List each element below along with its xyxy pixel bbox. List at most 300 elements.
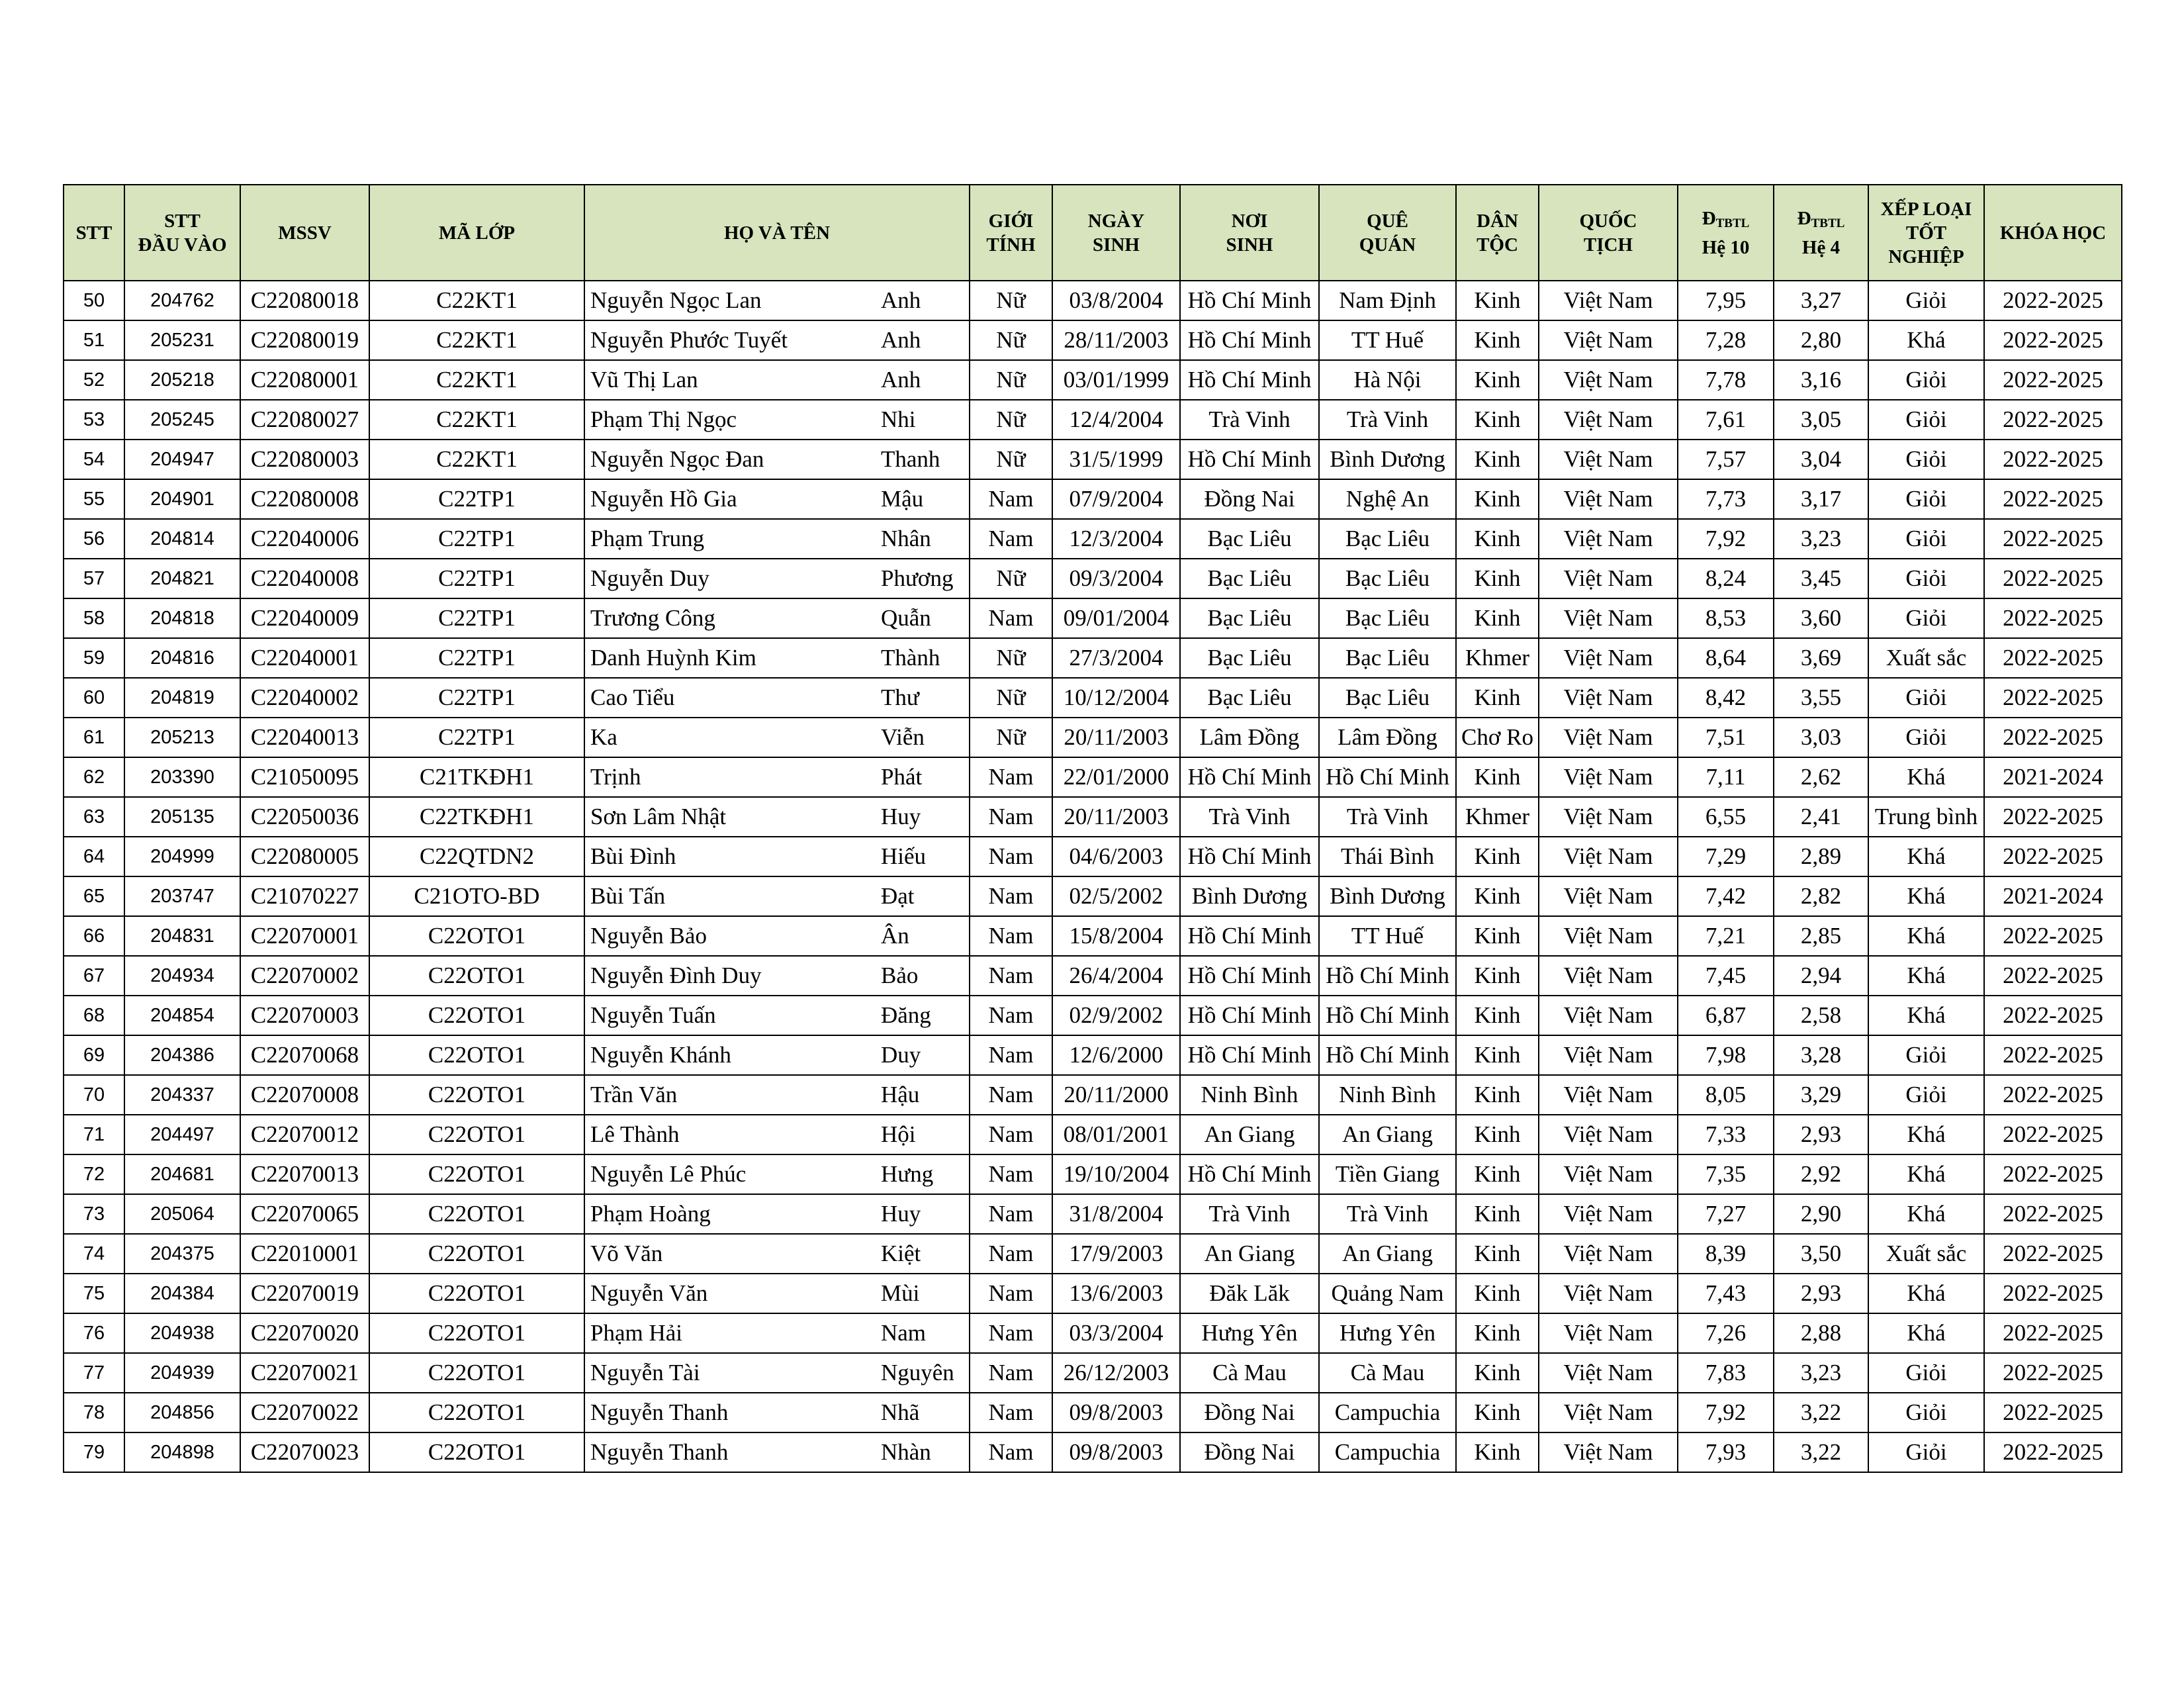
- cell-xep-loai: Khá: [1868, 837, 1984, 876]
- cell-gioi-tinh: Nữ: [970, 678, 1052, 718]
- header-ngay-sinh-line2: SINH: [1093, 234, 1140, 256]
- cell-gioi-tinh: Nam: [970, 1075, 1052, 1115]
- header-xep-loai-line1: XẾP LOẠI: [1880, 198, 1972, 220]
- cell-stt: 75: [64, 1274, 124, 1313]
- cell-diem-he4: 2,80: [1774, 320, 1868, 360]
- cell-quoc-tich: Việt Nam: [1539, 916, 1678, 956]
- header-diem-he10-sub: TBTL: [1715, 216, 1750, 230]
- cell-mssv: C22080027: [240, 400, 369, 440]
- cell-ngay-sinh: 12/4/2004: [1052, 400, 1180, 440]
- cell-ten: Mậu: [876, 479, 970, 519]
- cell-gioi-tinh: Nam: [970, 757, 1052, 797]
- cell-stt-dau-vao: 205245: [124, 400, 240, 440]
- cell-stt-dau-vao: 204901: [124, 479, 240, 519]
- cell-diem-he4: 3,22: [1774, 1432, 1868, 1472]
- cell-xep-loai: Giỏi: [1868, 360, 1984, 400]
- cell-stt-dau-vao: 204831: [124, 916, 240, 956]
- cell-khoa-hoc: 2022-2025: [1984, 1154, 2122, 1194]
- cell-stt: 52: [64, 360, 124, 400]
- cell-stt: 62: [64, 757, 124, 797]
- cell-ngay-sinh: 20/11/2003: [1052, 797, 1180, 837]
- cell-stt: 70: [64, 1075, 124, 1115]
- cell-stt-dau-vao: 205218: [124, 360, 240, 400]
- cell-ho: Phạm Trung: [584, 519, 876, 559]
- cell-ten: Anh: [876, 281, 970, 320]
- cell-mssv: C22080005: [240, 837, 369, 876]
- cell-diem-he4: 3,29: [1774, 1075, 1868, 1115]
- cell-mssv: C22080001: [240, 360, 369, 400]
- cell-khoa-hoc: 2022-2025: [1984, 1035, 2122, 1075]
- cell-ngay-sinh: 10/12/2004: [1052, 678, 1180, 718]
- cell-ngay-sinh: 31/5/1999: [1052, 440, 1180, 479]
- cell-noi-sinh: Bạc Liêu: [1180, 678, 1319, 718]
- cell-diem-he10: 7,35: [1678, 1154, 1774, 1194]
- cell-dan-toc: Kinh: [1456, 320, 1539, 360]
- table-row: [64, 1075, 2122, 1115]
- cell-diem-he4: 2,89: [1774, 837, 1868, 876]
- cell-que-quan: Campuchia: [1319, 1432, 1456, 1472]
- cell-ma-lop: C22KT1: [369, 360, 584, 400]
- table-row: [64, 1234, 2122, 1274]
- cell-xep-loai: Khá: [1868, 876, 1984, 916]
- cell-ten: Hưng: [876, 1154, 970, 1194]
- cell-noi-sinh: Lâm Đồng: [1180, 718, 1319, 757]
- cell-ho: Võ Văn: [584, 1234, 876, 1274]
- cell-mssv: C22040009: [240, 598, 369, 638]
- header-diem-he4-d: Đ: [1797, 207, 1811, 229]
- cell-ngay-sinh: 27/3/2004: [1052, 638, 1180, 678]
- cell-mssv: C21050095: [240, 757, 369, 797]
- cell-ma-lop: C22OTO1: [369, 1432, 584, 1472]
- cell-diem-he4: 2,58: [1774, 996, 1868, 1035]
- cell-quoc-tich: Việt Nam: [1539, 360, 1678, 400]
- cell-diem-he4: 2,92: [1774, 1154, 1868, 1194]
- cell-diem-he4: 3,23: [1774, 519, 1868, 559]
- cell-dan-toc: Kinh: [1456, 837, 1539, 876]
- cell-khoa-hoc: 2022-2025: [1984, 1353, 2122, 1393]
- cell-noi-sinh: Đăk Lăk: [1180, 1274, 1319, 1313]
- table-row: [64, 1432, 2122, 1472]
- cell-stt-dau-vao: 204947: [124, 440, 240, 479]
- header-diem-he4-label: Hệ 4: [1801, 236, 1841, 258]
- table-row: [64, 638, 2122, 678]
- graduation-table: [63, 184, 2122, 1473]
- table-row: [64, 1393, 2122, 1432]
- cell-khoa-hoc: 2022-2025: [1984, 718, 2122, 757]
- cell-ten: Quẫn: [876, 598, 970, 638]
- cell-diem-he4: 3,17: [1774, 479, 1868, 519]
- cell-ho: Trịnh: [584, 757, 876, 797]
- cell-gioi-tinh: Nam: [970, 1115, 1052, 1154]
- cell-khoa-hoc: 2022-2025: [1984, 1115, 2122, 1154]
- cell-gioi-tinh: Nam: [970, 996, 1052, 1035]
- cell-xep-loai: Giỏi: [1868, 281, 1984, 320]
- cell-stt-dau-vao: 204999: [124, 837, 240, 876]
- table-row: [64, 320, 2122, 360]
- cell-que-quan: An Giang: [1319, 1234, 1456, 1274]
- cell-gioi-tinh: Nam: [970, 916, 1052, 956]
- table-row: [64, 996, 2122, 1035]
- cell-stt-dau-vao: 204934: [124, 956, 240, 996]
- table-row: [64, 1154, 2122, 1194]
- cell-que-quan: An Giang: [1319, 1115, 1456, 1154]
- cell-ngay-sinh: 20/11/2000: [1052, 1075, 1180, 1115]
- cell-ngay-sinh: 07/9/2004: [1052, 479, 1180, 519]
- cell-diem-he4: 3,28: [1774, 1035, 1868, 1075]
- cell-xep-loai: Giỏi: [1868, 678, 1984, 718]
- cell-diem-he10: 8,05: [1678, 1075, 1774, 1115]
- table-row: [64, 956, 2122, 996]
- cell-noi-sinh: Hồ Chí Minh: [1180, 1035, 1319, 1075]
- cell-xep-loai: Khá: [1868, 1194, 1984, 1234]
- cell-gioi-tinh: Nữ: [970, 281, 1052, 320]
- cell-diem-he10: 8,39: [1678, 1234, 1774, 1274]
- cell-ho: Trương Công: [584, 598, 876, 638]
- cell-xep-loai: Giỏi: [1868, 519, 1984, 559]
- cell-ngay-sinh: 22/01/2000: [1052, 757, 1180, 797]
- cell-dan-toc: Kinh: [1456, 1234, 1539, 1274]
- cell-ho: Nguyễn Lê Phúc: [584, 1154, 876, 1194]
- cell-khoa-hoc: 2022-2025: [1984, 678, 2122, 718]
- cell-gioi-tinh: Nam: [970, 876, 1052, 916]
- cell-stt: 54: [64, 440, 124, 479]
- cell-gioi-tinh: Nam: [970, 598, 1052, 638]
- cell-diem-he4: 3,45: [1774, 559, 1868, 598]
- header-dan-toc-line2: TỘC: [1477, 234, 1518, 256]
- cell-quoc-tich: Việt Nam: [1539, 598, 1678, 638]
- cell-ngay-sinh: 15/8/2004: [1052, 916, 1180, 956]
- cell-stt: 73: [64, 1194, 124, 1234]
- cell-diem-he4: 2,93: [1774, 1274, 1868, 1313]
- cell-diem-he10: 6,87: [1678, 996, 1774, 1035]
- cell-que-quan: Hưng Yên: [1319, 1313, 1456, 1353]
- cell-ho: Bùi Tấn: [584, 876, 876, 916]
- cell-que-quan: Hồ Chí Minh: [1319, 1035, 1456, 1075]
- cell-noi-sinh: Hồ Chí Minh: [1180, 916, 1319, 956]
- cell-dan-toc: Kinh: [1456, 479, 1539, 519]
- cell-quoc-tich: Việt Nam: [1539, 1115, 1678, 1154]
- cell-stt-dau-vao: 204819: [124, 678, 240, 718]
- cell-quoc-tich: Việt Nam: [1539, 956, 1678, 996]
- cell-gioi-tinh: Nữ: [970, 638, 1052, 678]
- cell-que-quan: Hà Nội: [1319, 360, 1456, 400]
- cell-stt: 67: [64, 956, 124, 996]
- cell-noi-sinh: Hồ Chí Minh: [1180, 1154, 1319, 1194]
- cell-ten: Kiệt: [876, 1234, 970, 1274]
- cell-khoa-hoc: 2022-2025: [1984, 1393, 2122, 1432]
- cell-stt: 78: [64, 1393, 124, 1432]
- cell-xep-loai: Khá: [1868, 1313, 1984, 1353]
- cell-dan-toc: Kinh: [1456, 757, 1539, 797]
- table-row: [64, 598, 2122, 638]
- cell-diem-he4: 3,05: [1774, 400, 1868, 440]
- cell-noi-sinh: Bạc Liêu: [1180, 638, 1319, 678]
- cell-ho: Nguyễn Tài: [584, 1353, 876, 1393]
- cell-dan-toc: Kinh: [1456, 1353, 1539, 1393]
- cell-ho: Nguyễn Bảo: [584, 916, 876, 956]
- cell-noi-sinh: Trà Vinh: [1180, 400, 1319, 440]
- cell-quoc-tich: Việt Nam: [1539, 320, 1678, 360]
- cell-noi-sinh: Hồ Chí Minh: [1180, 360, 1319, 400]
- cell-quoc-tich: Việt Nam: [1539, 1313, 1678, 1353]
- cell-noi-sinh: Hồ Chí Minh: [1180, 757, 1319, 797]
- cell-khoa-hoc: 2022-2025: [1984, 1313, 2122, 1353]
- cell-ho: Ka: [584, 718, 876, 757]
- cell-diem-he10: 7,61: [1678, 400, 1774, 440]
- cell-ngay-sinh: 28/11/2003: [1052, 320, 1180, 360]
- cell-ten: Duy: [876, 1035, 970, 1075]
- cell-khoa-hoc: 2022-2025: [1984, 598, 2122, 638]
- table-body: [64, 281, 2122, 1472]
- cell-ho: Nguyễn Thanh: [584, 1432, 876, 1472]
- cell-mssv: C22070021: [240, 1353, 369, 1393]
- cell-mssv: C22040013: [240, 718, 369, 757]
- cell-diem-he10: 7,73: [1678, 479, 1774, 519]
- header-quoc-tich-line1: QUỐC: [1579, 210, 1637, 232]
- table-row: [64, 678, 2122, 718]
- cell-noi-sinh: Trà Vinh: [1180, 1194, 1319, 1234]
- cell-noi-sinh: Đồng Nai: [1180, 479, 1319, 519]
- cell-xep-loai: Giỏi: [1868, 1353, 1984, 1393]
- header-ho-va-ten: [584, 185, 970, 281]
- cell-ten: Mùi: [876, 1274, 970, 1313]
- cell-diem-he10: 7,98: [1678, 1035, 1774, 1075]
- cell-stt: 74: [64, 1234, 124, 1274]
- cell-diem-he10: 7,21: [1678, 916, 1774, 956]
- cell-quoc-tich: Việt Nam: [1539, 837, 1678, 876]
- cell-ho: Cao Tiểu: [584, 678, 876, 718]
- cell-ma-lop: C22OTO1: [369, 1393, 584, 1432]
- cell-xep-loai: Giỏi: [1868, 559, 1984, 598]
- cell-khoa-hoc: 2022-2025: [1984, 956, 2122, 996]
- cell-dan-toc: Kinh: [1456, 598, 1539, 638]
- cell-quoc-tich: Việt Nam: [1539, 440, 1678, 479]
- cell-que-quan: Thái Bình: [1319, 837, 1456, 876]
- cell-mssv: C22070019: [240, 1274, 369, 1313]
- cell-diem-he4: 2,93: [1774, 1115, 1868, 1154]
- header-que-quan-line1: QUÊ: [1367, 210, 1408, 232]
- cell-diem-he10: 8,24: [1678, 559, 1774, 598]
- cell-khoa-hoc: 2022-2025: [1984, 1234, 2122, 1274]
- table-row: [64, 281, 2122, 320]
- cell-ngay-sinh: 04/6/2003: [1052, 837, 1180, 876]
- header-ngay-sinh-line1: NGÀY: [1087, 210, 1145, 232]
- header-dan-toc-line1: DÂN: [1477, 210, 1518, 232]
- cell-diem-he10: 7,42: [1678, 876, 1774, 916]
- header-khoa-hoc-label: KHÓA HỌC: [1999, 222, 2107, 244]
- cell-stt-dau-vao: 205231: [124, 320, 240, 360]
- cell-ho: Nguyễn Phước Tuyết: [584, 320, 876, 360]
- cell-quoc-tich: Việt Nam: [1539, 757, 1678, 797]
- cell-stt-dau-vao: 204337: [124, 1075, 240, 1115]
- cell-mssv: C22070013: [240, 1154, 369, 1194]
- cell-ho: Nguyễn Duy: [584, 559, 876, 598]
- cell-xep-loai: Khá: [1868, 996, 1984, 1035]
- cell-gioi-tinh: Nữ: [970, 320, 1052, 360]
- cell-ngay-sinh: 12/3/2004: [1052, 519, 1180, 559]
- cell-quoc-tich: Việt Nam: [1539, 876, 1678, 916]
- cell-diem-he4: 3,50: [1774, 1234, 1868, 1274]
- cell-diem-he4: 2,88: [1774, 1313, 1868, 1353]
- cell-xep-loai: Giỏi: [1868, 598, 1984, 638]
- cell-ten: Nhàn: [876, 1432, 970, 1472]
- table-row: [64, 837, 2122, 876]
- cell-khoa-hoc: 2022-2025: [1984, 797, 2122, 837]
- cell-mssv: C22080008: [240, 479, 369, 519]
- cell-que-quan: Quảng Nam: [1319, 1274, 1456, 1313]
- cell-stt-dau-vao: 204497: [124, 1115, 240, 1154]
- cell-mssv: C22080018: [240, 281, 369, 320]
- cell-mssv: C22050036: [240, 797, 369, 837]
- cell-gioi-tinh: Nam: [970, 1035, 1052, 1075]
- cell-khoa-hoc: 2022-2025: [1984, 360, 2122, 400]
- cell-noi-sinh: Đồng Nai: [1180, 1393, 1319, 1432]
- header-noi-sinh-line2: SINH: [1226, 234, 1273, 256]
- cell-stt: 65: [64, 876, 124, 916]
- cell-stt-dau-vao: 204898: [124, 1432, 240, 1472]
- cell-que-quan: Hồ Chí Minh: [1319, 996, 1456, 1035]
- header-khoa-hoc: [1984, 185, 2122, 281]
- cell-mssv: C22070001: [240, 916, 369, 956]
- cell-stt: 79: [64, 1432, 124, 1472]
- header-diem-he10: [1678, 185, 1774, 281]
- cell-noi-sinh: Bình Dương: [1180, 876, 1319, 916]
- cell-dan-toc: Kinh: [1456, 1075, 1539, 1115]
- cell-ten: Nam: [876, 1313, 970, 1353]
- cell-stt: 50: [64, 281, 124, 320]
- cell-noi-sinh: Đồng Nai: [1180, 1432, 1319, 1472]
- cell-quoc-tich: Việt Nam: [1539, 1393, 1678, 1432]
- cell-noi-sinh: Bạc Liêu: [1180, 559, 1319, 598]
- cell-diem-he10: 7,29: [1678, 837, 1774, 876]
- header-quoc-tich: [1539, 185, 1678, 281]
- header-mssv-label: MSSV: [278, 222, 332, 244]
- cell-que-quan: TT Huế: [1319, 916, 1456, 956]
- cell-mssv: C22080003: [240, 440, 369, 479]
- cell-ngay-sinh: 31/8/2004: [1052, 1194, 1180, 1234]
- cell-mssv: C22040006: [240, 519, 369, 559]
- cell-diem-he4: 3,22: [1774, 1393, 1868, 1432]
- table-row: [64, 400, 2122, 440]
- cell-khoa-hoc: 2022-2025: [1984, 479, 2122, 519]
- table-row: [64, 1194, 2122, 1234]
- table-row: [64, 876, 2122, 916]
- cell-diem-he10: 7,27: [1678, 1194, 1774, 1234]
- cell-dan-toc: Kinh: [1456, 1115, 1539, 1154]
- cell-que-quan: Tiền Giang: [1319, 1154, 1456, 1194]
- cell-ho: Nguyễn Tuấn: [584, 996, 876, 1035]
- header-ma-lop-label: MÃ LỚP: [438, 222, 516, 244]
- cell-stt: 66: [64, 916, 124, 956]
- cell-khoa-hoc: 2022-2025: [1984, 440, 2122, 479]
- header-stt-dau-vao: [124, 185, 240, 281]
- header-xep-loai-line3: NGHIỆP: [1888, 246, 1964, 267]
- cell-ho: Nguyễn Thanh: [584, 1393, 876, 1432]
- cell-stt-dau-vao: 204854: [124, 996, 240, 1035]
- cell-diem-he10: 7,45: [1678, 956, 1774, 996]
- cell-mssv: C22070008: [240, 1075, 369, 1115]
- table-row: [64, 1313, 2122, 1353]
- cell-dan-toc: Kinh: [1456, 1393, 1539, 1432]
- cell-gioi-tinh: Nam: [970, 837, 1052, 876]
- cell-stt-dau-vao: 204762: [124, 281, 240, 320]
- cell-ngay-sinh: 09/8/2003: [1052, 1432, 1180, 1472]
- cell-diem-he4: 3,03: [1774, 718, 1868, 757]
- cell-stt: 63: [64, 797, 124, 837]
- cell-stt: 77: [64, 1353, 124, 1393]
- cell-dan-toc: Kinh: [1456, 1274, 1539, 1313]
- cell-gioi-tinh: Nam: [970, 479, 1052, 519]
- cell-ho: Nguyễn Khánh: [584, 1035, 876, 1075]
- cell-diem-he10: 8,42: [1678, 678, 1774, 718]
- cell-ma-lop: C22TP1: [369, 638, 584, 678]
- cell-khoa-hoc: 2022-2025: [1984, 1194, 2122, 1234]
- cell-que-quan: Trà Vinh: [1319, 400, 1456, 440]
- cell-gioi-tinh: Nữ: [970, 559, 1052, 598]
- cell-noi-sinh: An Giang: [1180, 1115, 1319, 1154]
- cell-ma-lop: C22TP1: [369, 678, 584, 718]
- table-row: [64, 360, 2122, 400]
- cell-xep-loai: Khá: [1868, 320, 1984, 360]
- cell-quoc-tich: Việt Nam: [1539, 1234, 1678, 1274]
- cell-stt-dau-vao: 204856: [124, 1393, 240, 1432]
- cell-ten: Thư: [876, 678, 970, 718]
- cell-dan-toc: Kinh: [1456, 519, 1539, 559]
- cell-ho: Nguyễn Ngọc Lan: [584, 281, 876, 320]
- cell-gioi-tinh: Nam: [970, 1393, 1052, 1432]
- cell-noi-sinh: Hồ Chí Minh: [1180, 281, 1319, 320]
- table-row: [64, 479, 2122, 519]
- cell-que-quan: Bạc Liêu: [1319, 519, 1456, 559]
- cell-gioi-tinh: Nam: [970, 1154, 1052, 1194]
- cell-ma-lop: C22OTO1: [369, 916, 584, 956]
- cell-stt-dau-vao: 204814: [124, 519, 240, 559]
- cell-ma-lop: C22KT1: [369, 320, 584, 360]
- cell-xep-loai: Giỏi: [1868, 440, 1984, 479]
- cell-diem-he4: 2,41: [1774, 797, 1868, 837]
- cell-mssv: C22040001: [240, 638, 369, 678]
- cell-stt: 76: [64, 1313, 124, 1353]
- cell-dan-toc: Kinh: [1456, 400, 1539, 440]
- cell-mssv: C22040002: [240, 678, 369, 718]
- cell-que-quan: Hồ Chí Minh: [1319, 757, 1456, 797]
- cell-noi-sinh: Ninh Bình: [1180, 1075, 1319, 1115]
- cell-gioi-tinh: Nam: [970, 797, 1052, 837]
- header-quoc-tich-line2: TỊCH: [1583, 234, 1633, 256]
- cell-xep-loai: Khá: [1868, 916, 1984, 956]
- cell-gioi-tinh: Nam: [970, 1432, 1052, 1472]
- cell-noi-sinh: Hồ Chí Minh: [1180, 320, 1319, 360]
- cell-dan-toc: Kinh: [1456, 1194, 1539, 1234]
- cell-xep-loai: Xuất sắc: [1868, 1234, 1984, 1274]
- cell-ma-lop: C21OTO-BD: [369, 876, 584, 916]
- cell-que-quan: Bạc Liêu: [1319, 638, 1456, 678]
- table-row: [64, 440, 2122, 479]
- cell-khoa-hoc: 2022-2025: [1984, 519, 2122, 559]
- cell-diem-he4: 3,16: [1774, 360, 1868, 400]
- cell-que-quan: Bình Dương: [1319, 440, 1456, 479]
- header-gioi-tinh: [970, 185, 1052, 281]
- cell-ten: Hậu: [876, 1075, 970, 1115]
- header-que-quan-line2: QUÁN: [1359, 234, 1416, 256]
- header-mssv: [240, 185, 369, 281]
- cell-ngay-sinh: 12/6/2000: [1052, 1035, 1180, 1075]
- cell-quoc-tich: Việt Nam: [1539, 1274, 1678, 1313]
- cell-xep-loai: Giỏi: [1868, 1432, 1984, 1472]
- cell-stt-dau-vao: 205213: [124, 718, 240, 757]
- cell-mssv: C22070022: [240, 1393, 369, 1432]
- cell-ngay-sinh: 19/10/2004: [1052, 1154, 1180, 1194]
